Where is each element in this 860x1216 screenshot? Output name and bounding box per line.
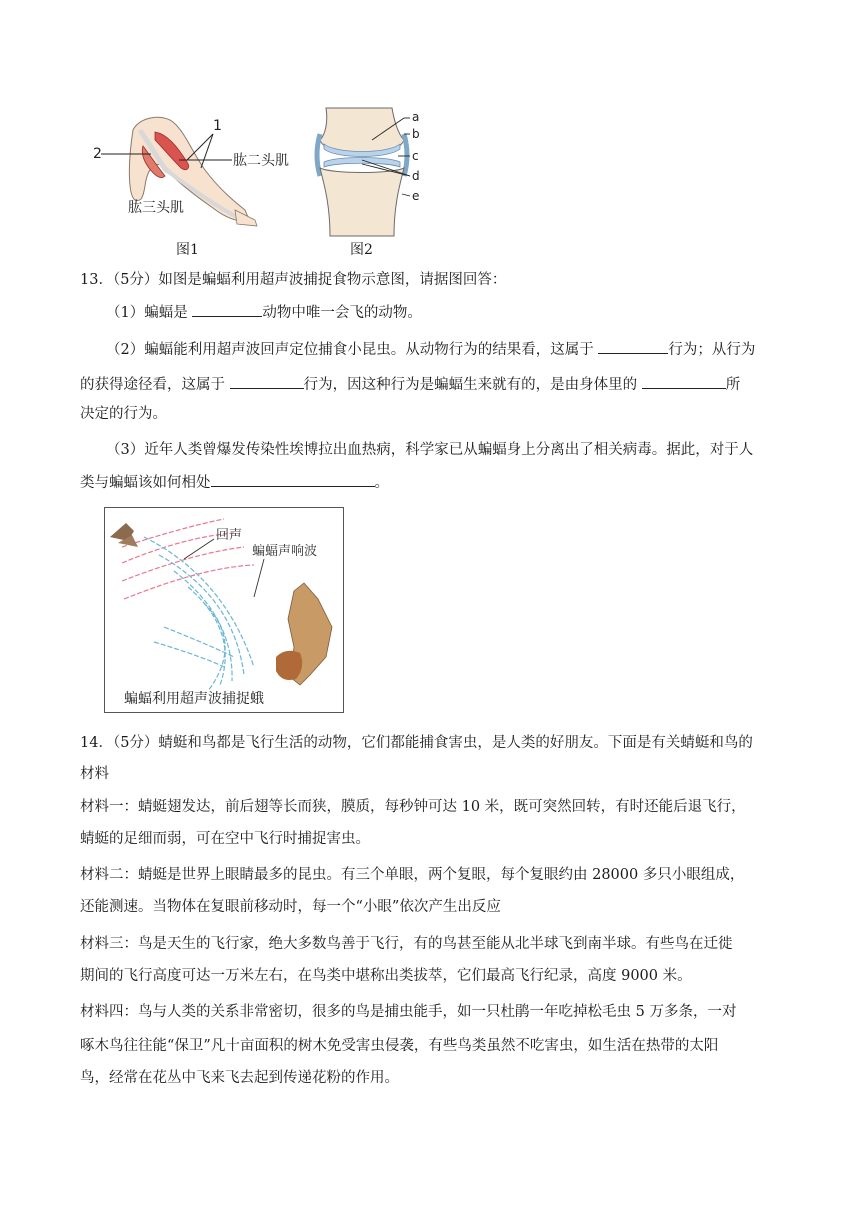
q14-material3-line1: 材料三：鸟是天生的飞行家，绝大多数鸟善于飞行，有的鸟甚至能从北半球飞到南半球。有些鸟在迁徙 [80,936,733,952]
q13-answer-blank-3[interactable] [230,374,304,389]
q14-material4-line2: 啄木鸟往往能“保卫”凡十亩面积的树木免受害虫侵袭，有些鸟类虽然不吃害虫，如生活在热带的太阳 [80,1038,719,1054]
q13-stem: 13．（5分）如图是蝙蝠利用超声波捕捉食物示意图，请据图回答： [80,272,507,288]
bat-figure-caption: 蝙蝠利用超声波捕捉蛾 [124,691,264,707]
fig2-label-d: d [412,169,420,183]
q14-material3-line2: 期间的飞行高度可达一万米左右，在鸟类中堪称出类拔萃，它们最高飞行纪录，高度 9000 米。 [80,968,692,984]
q14-material4-line3: 鸟，经常在花丛中飞来飞去起到传递花粉的作用。 [80,1070,399,1086]
fig1-label-1: 1 [213,118,222,134]
q14-material1-line1: 材料一：蜻蜓翅发达，前后翅等长而狭，膜质，每秒钟可达 10 米，既可突然回转，有时还能后退飞行， [80,799,746,815]
q13-p1-a: （1）蝙蝠是 [106,305,193,321]
echo-label: 回声 [216,528,243,543]
fig2-label-a: a [412,110,420,124]
lower-bone [320,168,404,236]
q13-answer-blank-5[interactable] [211,472,375,487]
q14-material4-line1: 材料四：鸟与人类的关系非常密切，很多的鸟是捕虫能手，如一只杜鹃一年吃掉松毛虫 5 万多条，一对 [80,1004,737,1020]
q13-answer-blank-2[interactable] [598,339,668,354]
fig1-label-2: 2 [93,146,102,162]
q13-part2-line2 [80,374,740,395]
q14-stem-line2: 材料 [80,766,109,782]
q13-p2-l2-c: 所 [725,377,741,393]
arm-muscle-figure [95,110,310,240]
q14-material1-line2: 蜻蜓的足细而弱，可在空中飞行时捕捉害虫。 [80,831,370,847]
q13-p2-l2-a: 的获得途径看，这属于 [80,377,230,393]
q13-p2-l2-b: 行为，因这种行为是蝙蝠生来就有的，是由身体里的 [303,377,642,393]
q13-part2-line3: 决定的行为。 [80,406,167,422]
q14-material2-line1: 材料二：蜻蜓是世界上眼睛最多的昆虫。有三个单眼，两个复眼，每个复眼约由 28000 多只小眼组成， [80,867,745,883]
q13-answer-blank-1[interactable] [192,302,262,317]
fig2-label-b: b [412,127,420,141]
q13-p1-b: 动物中唯一会飞的动物。 [262,305,422,321]
fig1-caption: 图1 [176,242,199,258]
q14-stem-line1: 14．（5分）蜻蜓和鸟都是飞行生活的动物，它们都能捕食害虫，是人类的好朋友。下面是有关蜻蜓和鸟的 [80,735,753,751]
fig2-label-c: c [412,149,419,163]
bat-wave-label: 蝙蝠声响波 [252,544,318,559]
joint-figure [312,104,432,240]
q13-part3-line2 [80,472,389,493]
q13-part2-line1 [106,339,755,360]
q13-part3-line1: （3）近年人类曾爆发传染性埃博拉出血热病，科学家已从蝙蝠身上分离出了相关病毒。据此，对于人 [106,442,754,458]
q14-material2-line2: 还能测速。当物体在复眼前移动时，每一个“小眼”依次产生出反应 [80,899,501,915]
q13-p2-l1-b: 行为；从行为 [668,342,756,358]
fig1-triceps-label: 肱三头肌 [128,200,184,216]
cartilage-bottom [324,158,400,168]
q13-answer-blank-4[interactable] [642,374,726,389]
fig2-caption: 图2 [350,242,373,258]
q13-p3-l2-a: 类与蝙蝠该如何相处 [80,475,211,491]
fig1-biceps-label: 肱二头肌 [233,153,289,169]
q13-part1 [106,302,422,323]
bat-ultrasound-figure [104,507,344,713]
q13-p3-l2-b: 。 [374,475,389,491]
fig2-label-e: e [412,189,420,203]
q13-p2-l1-a: （2）蝙蝠能利用超声波回声定位捕食小昆虫。从动物行为的结果看，这属于 [106,342,599,358]
